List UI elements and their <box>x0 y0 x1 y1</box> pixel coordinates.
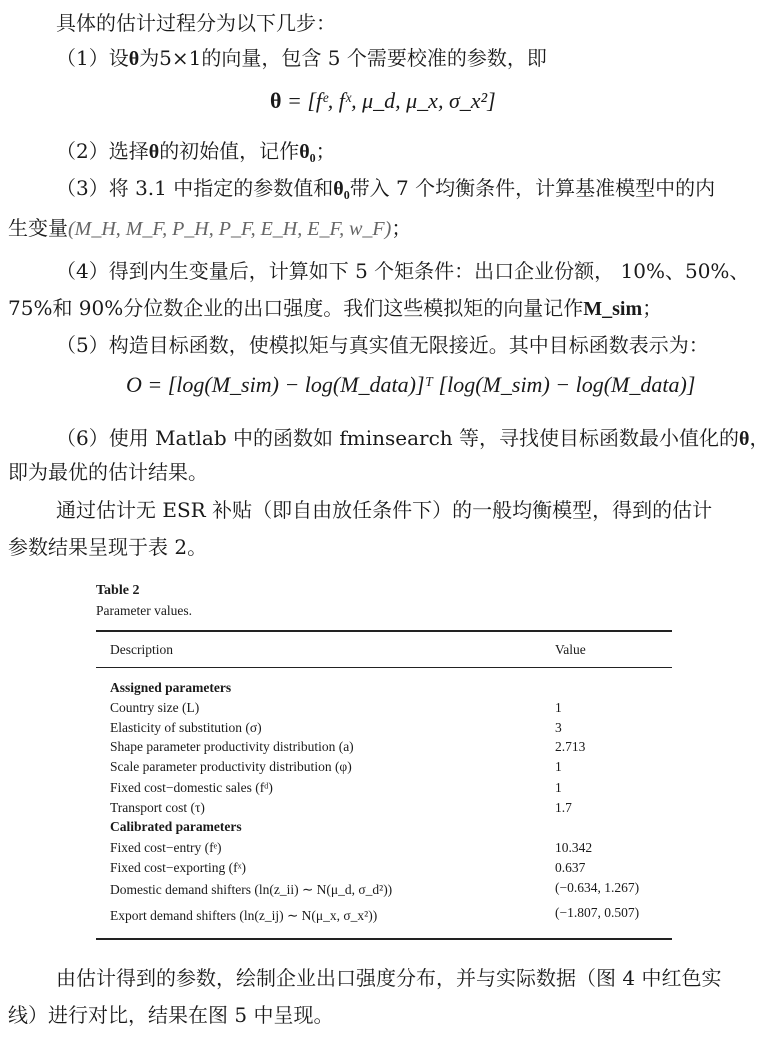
table-row-value: (−0.634, 1.267) <box>555 880 640 895</box>
para-2: 由估计得到的参数，绘制企业出口强度分布，并与实际数据（图 4 中红色实 <box>56 966 722 990</box>
table-subtitle: Parameter values. <box>96 603 192 618</box>
step-4: （4）得到内生变量后，计算如下 5 个矩条件：出口企业份额， 10%、50%、 <box>56 259 750 283</box>
col-header-value: Value <box>555 642 586 657</box>
para-2-cont: 线）进行对比，结果在图 5 中呈现。 <box>8 1003 334 1027</box>
section-calibrated: Calibrated parameters <box>110 819 242 834</box>
table-row-value: 1 <box>555 759 562 774</box>
table-bottom-rule <box>96 938 672 940</box>
intro-line: 具体的估计过程分为以下几步： <box>56 11 336 35</box>
table-row-value: 3 <box>555 720 562 735</box>
theta-formula: θ = [fᵉ, fˣ, μ_d, μ_x, σ_x²] <box>270 88 496 113</box>
para-1-cont: 参数结果呈现于表 2。 <box>8 535 208 559</box>
table-row-desc: Elasticity of substitution (σ) <box>110 720 262 735</box>
step-1: （1）设θ为5×1的向量，包含 5 个需要校准的参数，即 <box>56 46 547 70</box>
table-top-rule <box>96 630 672 632</box>
table-header-rule <box>96 667 672 668</box>
table-row-desc: Domestic demand shifters (ln(z_ii) ∼ N(μ_d, σ_d²)) <box>110 882 393 897</box>
para-1: 通过估计无 ESR 补贴（即自由放任条件下）的一般均衡模型，得到的估计 <box>56 498 713 522</box>
table-row-desc: Fixed cost−entry (fᵉ) <box>110 840 222 855</box>
table-row-value: 0.637 <box>555 860 586 875</box>
table-row-value: 1 <box>555 700 562 715</box>
table-row-desc: Scale parameter productivity distribution (φ) <box>110 759 352 774</box>
table-row-value: 1.7 <box>555 800 572 815</box>
step-4-cont: 75%和 90%分位数企业的出口强度。我们这些模拟矩的向量记作M_sim； <box>8 296 663 320</box>
col-header-description: Description <box>110 642 173 657</box>
table-row-desc: Fixed cost−exporting (fˣ) <box>110 860 246 875</box>
section-assigned: Assigned parameters <box>110 680 232 695</box>
table-row-desc: Export demand shifters (ln(z_ij) ∼ N(μ_x, σ_x²)) <box>110 908 378 923</box>
objective-formula: O = [log(M_sim) − log(M_data)]ᵀ [log(M_sim) − log(M_data)] <box>126 372 696 397</box>
table-row-value: 2.713 <box>555 739 586 754</box>
step-5: （5）构造目标函数，使模拟矩与真实值无限接近。其中目标函数表示为： <box>56 333 709 357</box>
step-2: （2）选择θ的初始值，记作θ₀； <box>56 139 336 163</box>
table-row-desc: Country size (L) <box>110 700 200 715</box>
step-6: （6）使用 Matlab 中的函数如 fminsearch 等，寻找使目标函数最小值化的θ， <box>56 426 770 450</box>
table-row-desc: Fixed cost−domestic sales (fᵈ) <box>110 780 273 795</box>
step-3-cont: 生变量(M_H, M_F, P_H, P_F, E_H, E_F, w_F)； <box>8 216 412 240</box>
table-row-desc: Transport cost (τ) <box>110 800 205 815</box>
table-title: Table 2 <box>96 583 140 598</box>
step-6-cont: 即为最优的估计结果。 <box>8 460 208 484</box>
table-row-value: 10.342 <box>555 840 593 855</box>
table-row-value: (−1.807, 0.507) <box>555 905 640 920</box>
table-row-value: 1 <box>555 780 562 795</box>
table-row-desc: Shape parameter productivity distribution (a) <box>110 739 354 754</box>
step-3: （3）将 3.1 中指定的参数值和θ₀带入 7 个均衡条件，计算基准模型中的内 <box>56 176 716 200</box>
